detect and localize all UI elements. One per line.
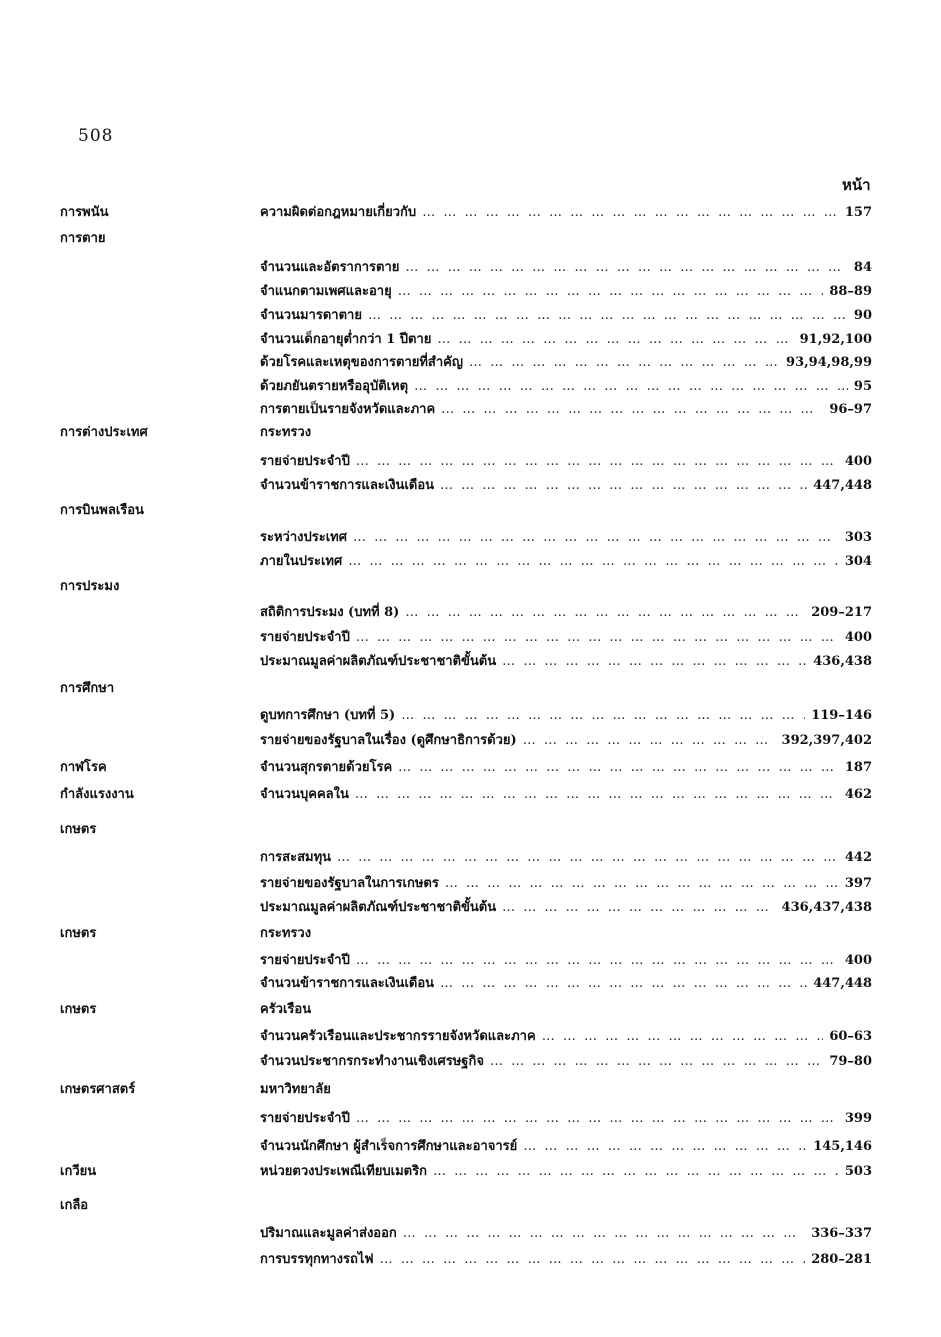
index-subentry (260, 282, 872, 302)
page-reference: 91,92,100 (799, 332, 872, 347)
index-subentry (260, 924, 872, 944)
index-entry (0, 306, 941, 326)
index-subentry (260, 1109, 872, 1129)
index-entry (0, 423, 941, 443)
subentry-label: จำแนกตามเพศและอายุ (260, 284, 392, 299)
index-topic: กาฬโรค (60, 760, 107, 775)
index-subentry (260, 628, 872, 648)
dot-leader (403, 1224, 805, 1244)
index-subentry (260, 1224, 872, 1244)
subentry-label: รายจ่ายประจำปี (260, 454, 350, 469)
index-subentry (260, 758, 872, 778)
subentry-label: สถิติการประมง (บทที่ 8) (260, 605, 400, 620)
index-subentry (260, 203, 872, 223)
subentry-label: การบรรทุกทางรถไฟ (260, 1252, 374, 1267)
index-entry (0, 874, 941, 894)
dot-leader (523, 731, 776, 751)
index-subentry (260, 603, 872, 623)
page-reference: 447,448 (813, 478, 872, 493)
subentry-label: ประมาณมูลค่าผลิตภัณฑ์ประชาชาติขั้นต้น (260, 654, 497, 669)
page-reference: 436,438 (813, 654, 872, 669)
index-subentry (260, 706, 872, 726)
page-reference: 60–63 (829, 1029, 872, 1044)
index-entry (0, 1137, 941, 1157)
subentry-label: รายจ่ายประจำปี (260, 1111, 350, 1126)
index-subentry (260, 974, 872, 994)
dot-leader (445, 874, 839, 894)
dot-leader (441, 400, 823, 420)
page-reference: 399 (844, 1111, 872, 1126)
index-entry (0, 679, 941, 699)
index-entry (0, 577, 941, 597)
subentry-label: ดูบทการศึกษา (บทที่ 5) (260, 708, 396, 723)
index-entry (0, 1027, 941, 1047)
page-reference: 462 (844, 787, 872, 802)
page-reference: 336–337 (811, 1226, 872, 1241)
subentry-label: การตายเป็นรายจังหวัดและภาค (260, 402, 436, 417)
page-reference: 436,437,438 (781, 900, 872, 915)
index-subentry (260, 400, 872, 420)
index-subentry (260, 423, 872, 443)
dot-leader (523, 1137, 807, 1157)
page-reference: 95 (853, 379, 872, 394)
index-entry (0, 1080, 941, 1100)
index-entry (0, 528, 941, 548)
page-reference: 400 (844, 454, 872, 469)
index-topic: เกวียน (60, 1164, 97, 1179)
index-topic: การประมง (60, 579, 120, 594)
dot-leader (502, 652, 807, 672)
dot-leader (469, 353, 780, 373)
index-subentry (260, 306, 872, 326)
page-reference: 397 (844, 876, 872, 891)
subentry-label: รายจ่ายของรัฐบาลในเรื่อง (ดูศึกษาธิการด้วย) (260, 733, 517, 748)
index-subentry (260, 377, 872, 397)
index-entry (0, 974, 941, 994)
subentry-label: รายจ่ายของรัฐบาลในการเกษตร (260, 876, 439, 891)
index-subentry (260, 1162, 872, 1182)
index-entry (0, 229, 941, 249)
dot-leader (440, 974, 807, 994)
index-entry (0, 203, 941, 223)
subentry-label: จำนวนบุคคลใน (260, 787, 349, 802)
dot-leader (440, 476, 807, 496)
index-topic: กำลังแรงงาน (60, 787, 134, 802)
index-subentry (260, 848, 872, 868)
index-subentry (260, 898, 872, 918)
page-reference: 392,397,402 (781, 733, 872, 748)
index-entry (0, 1052, 941, 1072)
index-entry (0, 552, 941, 572)
index-subentry (260, 874, 872, 894)
index-subentry (260, 330, 872, 350)
page-reference: 90 (853, 308, 872, 323)
page-reference: 400 (844, 953, 872, 968)
index-entry (0, 353, 941, 373)
subentry-label: ประมาณมูลค่าผลิตภัณฑ์ประชาชาติขั้นต้น (260, 900, 497, 915)
index-subentry (260, 452, 872, 472)
dot-leader (401, 706, 805, 726)
index-entry (0, 452, 941, 472)
index-entry (0, 848, 941, 868)
subentry-label: การสะสมทุน (260, 850, 332, 865)
index-entry (0, 1196, 941, 1216)
page-reference: 503 (844, 1164, 872, 1179)
index-topic: การบินพลเรือน (60, 503, 144, 518)
index-topic: การต่างประเทศ (60, 425, 148, 440)
subentry-label: กระทรวง (260, 926, 312, 941)
dot-leader (490, 1052, 823, 1072)
index-entry (0, 501, 941, 521)
dot-leader (398, 758, 839, 778)
subentry-label: รายจ่ายประจำปี (260, 630, 350, 645)
dot-leader (356, 452, 839, 472)
dot-leader (502, 898, 775, 918)
page-number: 508 (78, 126, 114, 146)
index-subentry (260, 1250, 872, 1270)
index-entry (0, 330, 941, 350)
page-reference: 145,146 (813, 1139, 872, 1154)
index-subentry (260, 1027, 872, 1047)
index-subentry (260, 785, 872, 805)
dot-leader (414, 377, 848, 397)
index-topic: การตาย (60, 231, 106, 246)
dot-leader (348, 552, 839, 572)
subentry-label: จำนวนมารดาตาย (260, 308, 362, 323)
page-reference: 304 (844, 554, 872, 569)
index-entry (0, 898, 941, 918)
page-reference: 79–80 (829, 1054, 872, 1069)
dot-leader (405, 258, 848, 278)
subentry-label: จำนวนและอัตราการตาย (260, 260, 400, 275)
page-reference: 84 (853, 260, 872, 275)
subentry-label: จำนวนประชากรกระทำงานเชิงเศรษฐกิจ (260, 1054, 484, 1069)
index-topic: การศึกษา (60, 681, 115, 696)
index-entry (0, 924, 941, 944)
subentry-label: หน่วยตวงประเพณีเทียบเมตริก (260, 1164, 427, 1179)
index-entry (0, 1250, 941, 1270)
dot-leader (353, 528, 839, 548)
index-subentry (260, 258, 872, 278)
index-topic: เกษตรศาสตร์ (60, 1082, 136, 1097)
dot-leader (380, 1250, 806, 1270)
subentry-label: มหาวิทยาลัย (260, 1082, 331, 1097)
index-subentry (260, 1000, 872, 1020)
page-reference: 303 (844, 530, 872, 545)
index-entry (0, 476, 941, 496)
index-entry (0, 282, 941, 302)
index-subentry (260, 1080, 872, 1100)
index-subentry (260, 951, 872, 971)
subentry-label: จำนวนนักศึกษา ผู้สำเร็จการศึกษาและอาจารย์ (260, 1139, 518, 1154)
index-subentry (260, 528, 872, 548)
index-subentry (260, 552, 872, 572)
index-subentry (260, 1052, 872, 1072)
subentry-label: จำนวนเด็กอายุต่ำกว่า 1 ปีตาย (260, 332, 432, 347)
page-reference: 400 (844, 630, 872, 645)
page-reference: 119–146 (811, 708, 872, 723)
index-topic: เกษตร (60, 926, 97, 941)
index-entry (0, 1224, 941, 1244)
index-subentry (260, 353, 872, 373)
index-entry (0, 706, 941, 726)
page-reference: 93,94,98,99 (786, 355, 872, 370)
index-subentry (260, 652, 872, 672)
dot-leader (542, 1027, 824, 1047)
index-topic: การพนัน (60, 205, 109, 220)
subentry-label: กระทรวง (260, 425, 312, 440)
subentry-label: รายจ่ายประจำปี (260, 953, 350, 968)
page-reference: 447,448 (813, 976, 872, 991)
dot-leader (356, 628, 839, 648)
dot-leader (405, 603, 805, 623)
index-entry (0, 400, 941, 420)
index-topic: เกษตร (60, 1002, 97, 1017)
subentry-label: จำนวนสุกรตายด้วยโรค (260, 760, 393, 775)
index-topic: เกลือ (60, 1198, 89, 1213)
subentry-label: ครัวเรือน (260, 1002, 312, 1017)
page-column-header: หน้า (842, 176, 871, 194)
dot-leader (437, 330, 793, 350)
page-reference: 96–97 (829, 402, 872, 417)
index-entry (0, 758, 941, 778)
subentry-label: ภายในประเทศ (260, 554, 343, 569)
index-topic: เกษตร (60, 822, 97, 837)
index-entry (0, 1000, 941, 1020)
subentry-label: ความผิดต่อกฎหมายเกี่ยวกับ (260, 205, 417, 220)
page-reference: 157 (844, 205, 872, 220)
dot-leader (356, 1109, 839, 1129)
subentry-label: จำนวนครัวเรือนและประชากรรายจังหวัดและภาค (260, 1029, 536, 1044)
index-entry (0, 377, 941, 397)
index-entry (0, 1162, 941, 1182)
page-reference: 280–281 (811, 1252, 872, 1267)
dot-leader (398, 282, 824, 302)
subentry-label: จำนวนข้าราชการและเงินเดือน (260, 478, 435, 493)
page-reference: 88–89 (829, 284, 872, 299)
index-entry (0, 628, 941, 648)
page-reference: 442 (844, 850, 872, 865)
page-reference: 187 (844, 760, 872, 775)
index-entry (0, 820, 941, 840)
dot-leader (356, 951, 839, 971)
page-reference: 209–217 (811, 605, 872, 620)
subentry-label: ระหว่างประเทศ (260, 530, 347, 545)
subentry-label: จำนวนข้าราชการและเงินเดือน (260, 976, 435, 991)
index-subentry (260, 731, 872, 751)
subentry-label: ด้วยโรคและเหตุของการตายที่สำคัญ (260, 355, 463, 370)
subentry-label: ด้วยภยันตรายหรืออุบัติเหตุ (260, 379, 409, 394)
subentry-label: ปริมาณและมูลค่าส่งออก (260, 1226, 397, 1241)
index-subentry (260, 476, 872, 496)
index-entry (0, 603, 941, 623)
index-entry (0, 731, 941, 751)
index-entry (0, 1109, 941, 1129)
index-entry (0, 951, 941, 971)
index-entry (0, 652, 941, 672)
dot-leader (422, 203, 839, 223)
index-entry (0, 785, 941, 805)
index-entry (0, 258, 941, 278)
index-subentry (260, 1137, 872, 1157)
dot-leader (355, 785, 839, 805)
dot-leader (337, 848, 839, 868)
dot-leader (368, 306, 848, 326)
dot-leader (433, 1162, 839, 1182)
